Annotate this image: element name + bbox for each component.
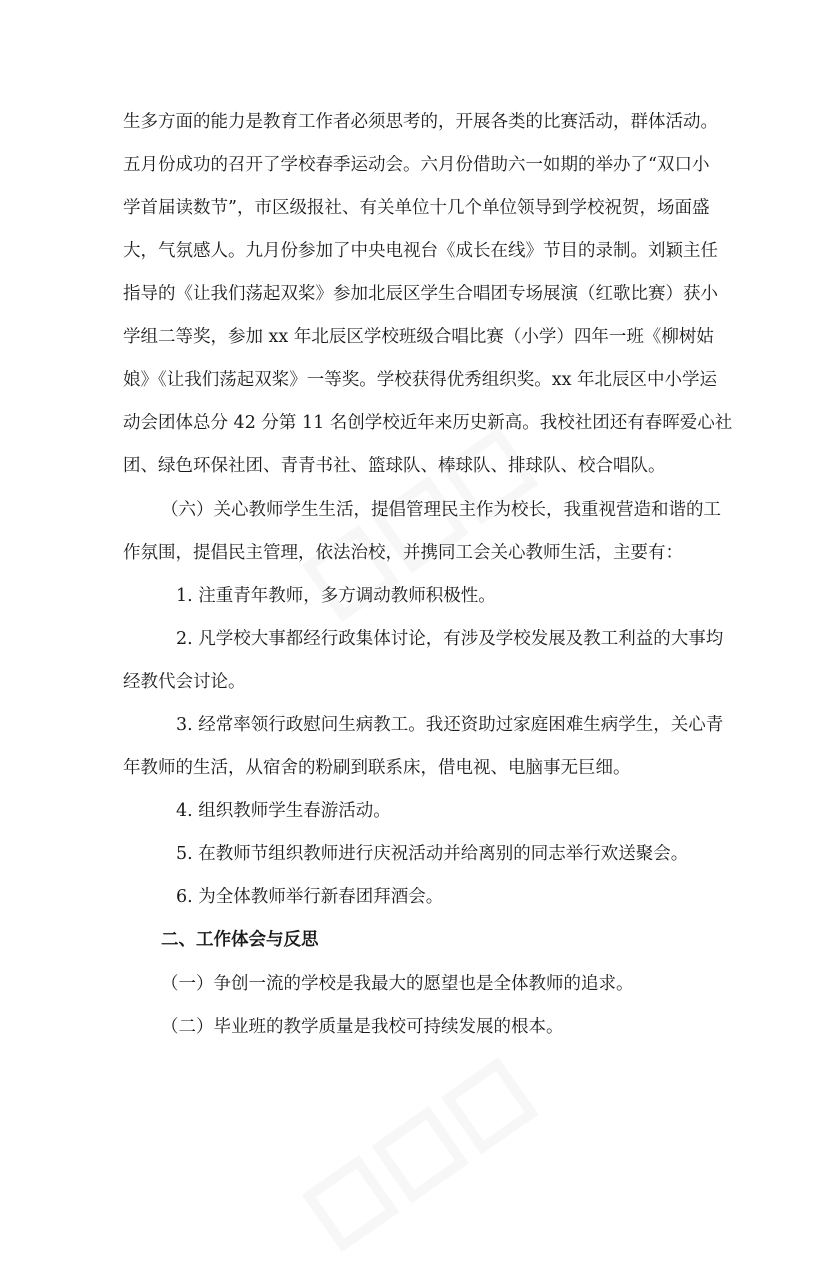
paragraph-line: 娘》《让我们荡起双桨》一等奖。学校获得优秀组织奖。xx 年北辰区中小学运 bbox=[123, 370, 718, 390]
paragraph-line: 学首届读数节”，市区级报社、有关单位十几个单位领导到学校祝贺，场面盛 bbox=[123, 198, 710, 218]
paragraph-line: （二）毕业班的教学质量是我校可持续发展的根本。 bbox=[161, 1017, 564, 1037]
paragraph-line: 生多方面的能力是教育工作者必须思考的，开展各类的比赛活动，群体活动。 bbox=[123, 112, 718, 132]
watermark-graphic bbox=[289, 406, 571, 653]
paragraph-line: 学组二等奖，参加 xx 年北辰区学校班级合唱比赛（小学）四年一班《柳树姑 bbox=[123, 327, 714, 347]
list-item: 2. 凡学校大事都经行政集体讨论，有涉及学校发展及教工利益的大事均 bbox=[176, 629, 724, 649]
paragraph-line: 动会团体总分 42 分第 11 名创学校近年来历史新高。我校社团还有春晖爱心社 bbox=[123, 413, 733, 433]
paragraph-line: （六）关心教师学生生活，提倡管理民主作为校长，我重视营造和谐的工 bbox=[161, 500, 721, 520]
section-heading: 二、工作体会与反思 bbox=[161, 930, 319, 950]
paragraph-line: 指导的《让我们荡起双桨》参加北辰区学生合唱团专场展演（红歌比赛）获小 bbox=[123, 284, 718, 304]
paragraph-line: 经教代会讨论。 bbox=[123, 672, 246, 692]
list-item: 5. 在教师节组织教师进行庆祝活动并给离别的同志举行欢送聚会。 bbox=[176, 844, 689, 864]
paragraph-line: 团、绿色环保社团、青青书社、篮球队、棒球队、排球队、校合唱队。 bbox=[123, 456, 666, 476]
list-item: 6. 为全体教师举行新春团拜酒会。 bbox=[176, 887, 444, 907]
paragraph-line: 年教师的生活，从宿舍的粉刷到联系床，借电视、电脑事无巨细。 bbox=[123, 758, 631, 778]
list-item: 1. 注重青年教师，多方调动教师积极性。 bbox=[176, 586, 496, 606]
watermark-graphic-bottom bbox=[289, 1036, 571, 1283]
list-item: 4. 组织教师学生春游活动。 bbox=[176, 801, 391, 821]
paragraph-line: 五月份成功的召开了学校春季运动会。六月份借助六一如期的举办了“双口小 bbox=[123, 155, 710, 175]
paragraph-line: （一）争创一流的学校是我最大的愿望也是全体教师的追求。 bbox=[161, 974, 634, 994]
list-item: 3. 经常率领行政慰问生病教工。我还资助过家庭困难生病学生，关心青 bbox=[176, 715, 724, 735]
paragraph-line: 大，气氛感人。九月份参加了中央电视台《成长在线》节目的录制。刘颖主任 bbox=[123, 241, 718, 261]
paragraph-line: 作氛围，提倡民主管理，依法治校，并携同工会关心教师生活，主要有： bbox=[123, 543, 683, 563]
